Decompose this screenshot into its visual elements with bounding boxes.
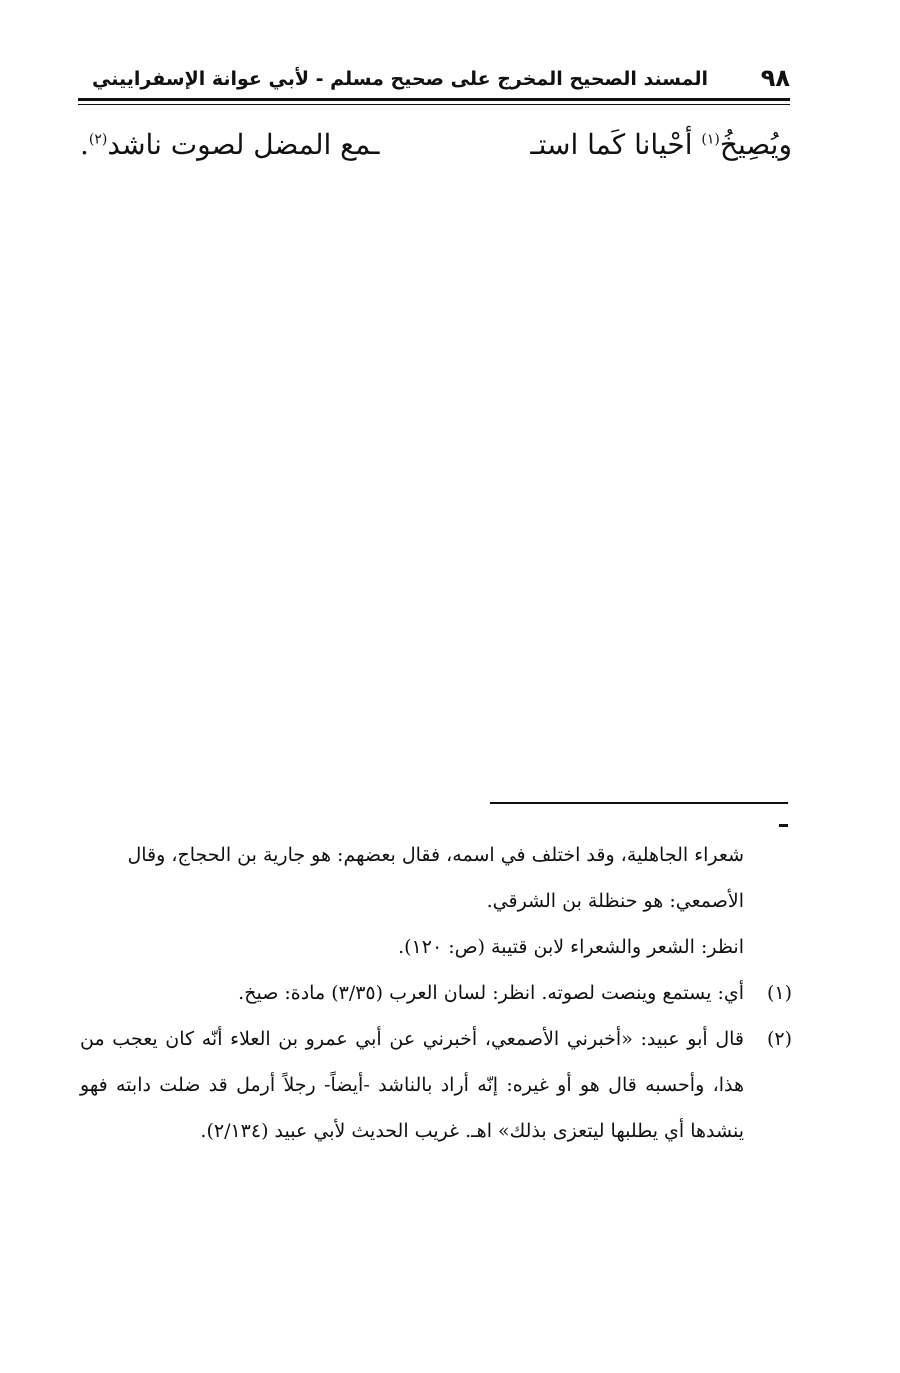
verse-word: ويُصِيخُ: [719, 128, 792, 161]
footnote-number: (١): [766, 982, 792, 1004]
verse-end: .: [80, 128, 89, 161]
footnote-text: أي: يستمع وينصت لصوته. انظر: لسان العرب (٣/٣٥) مادة: صيخ.: [238, 982, 744, 1004]
verse-text: أحْيانا كَما استـ: [530, 128, 702, 161]
footnote-continuation-line: الأصمعي: هو حنظلة بن الشرقي.: [486, 890, 744, 912]
header-rule-thick: [78, 98, 790, 101]
page-header: [78, 62, 790, 96]
footnote-continuation-line: انظر: الشعر والشعراء لابن قتيبة (ص: ١٢٠).: [398, 936, 744, 958]
footnotes: [80, 832, 792, 1154]
verse-text: ـمع المضل لصوت ناشد: [107, 128, 380, 161]
footnote-continuation-mark: [779, 824, 788, 827]
running-title: المسند الصحيح المخرج على صحيح مسلم - لأبي عوانة الإسفراييني: [92, 68, 708, 90]
footnote-marker-2: (٢): [88, 131, 108, 148]
verse-second-hemistich: [80, 128, 379, 161]
footnote-text: قال أبو عبيد: «أخبرني الأصمعي، أخبرني عن أبي عمرو بن العلاء أنّه كان يعجب من هذا، وأحسبه قال هو أو غيره: إنّه أراد بالناشد -أيضاً- رجلاً أرمل قد ضلت دابته فهو ينشدها أي يطلبها ليتعزى بذلك» اهـ. غريب الحديث لأبي عبيد (٢/١٣٤).: [80, 1028, 744, 1142]
header-rule-thin: [78, 104, 790, 105]
footnote-number: (٢): [766, 1028, 792, 1050]
page-number: ٩٨: [760, 64, 790, 92]
poetry-verse: [80, 128, 792, 172]
verse-first-hemistich: [530, 128, 792, 161]
footnote-marker-1: (١): [701, 131, 720, 148]
footnote-1: [80, 970, 792, 1016]
footnote-continuation-line: شعراء الجاهلية، وقد اختلف في اسمه، فقال بعضهم: هو جارية بن الحجاج، وقال: [127, 844, 744, 866]
footnote-separator: [490, 802, 788, 804]
footnote-2: [80, 1016, 792, 1154]
